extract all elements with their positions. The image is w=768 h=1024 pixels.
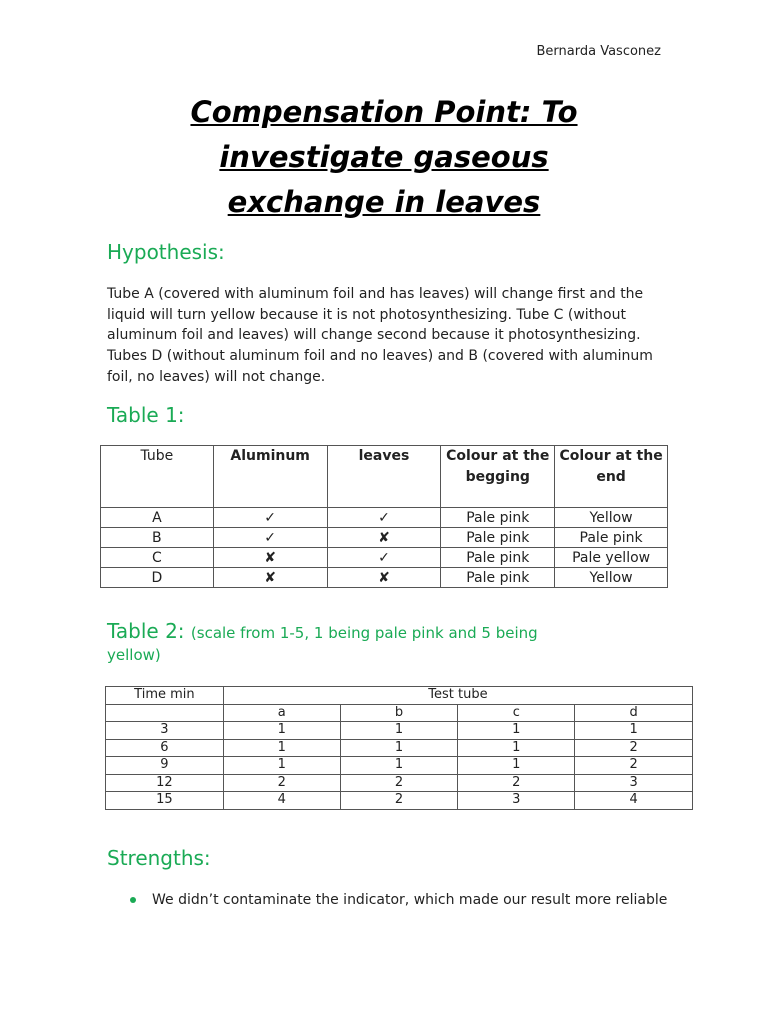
table1-row xyxy=(101,528,668,548)
table2-row xyxy=(106,774,693,792)
table1-cell: A xyxy=(101,508,214,528)
table2 xyxy=(105,686,693,810)
table2-cell: 2 xyxy=(575,757,693,775)
table2-row xyxy=(106,757,693,775)
table1-cell: ✓ xyxy=(213,528,327,548)
table2-subheader: b xyxy=(340,704,458,722)
table2-cell: 1 xyxy=(340,722,458,740)
table1-cell: Pale pink xyxy=(441,508,555,528)
table1-row xyxy=(101,508,668,528)
table1-cell: ✘ xyxy=(213,568,327,588)
table1-cell: Pale pink xyxy=(441,568,555,588)
table2-heading-label: Table 2: xyxy=(107,619,185,643)
table1-cell: C xyxy=(101,548,214,568)
table2-cell: 1 xyxy=(575,722,693,740)
table1-cell: ✘ xyxy=(213,548,327,568)
bullet-dot xyxy=(130,890,139,899)
table2-cell: 1 xyxy=(223,739,340,757)
table2-header-time: Time min xyxy=(106,687,224,705)
table2-cell: 1 xyxy=(223,757,340,775)
author-name: Bernarda Vasconez xyxy=(536,44,661,59)
table2-scale-note: (scale from 1-5, 1 being pale pink and 5 being xyxy=(190,624,538,642)
table2-header-row xyxy=(106,687,693,705)
table1-cell: D xyxy=(101,568,214,588)
table2-subheader-row xyxy=(106,704,693,722)
table1-cell: B xyxy=(101,528,214,548)
table2-cell: 1 xyxy=(458,722,575,740)
table1-header: Colour at the begging xyxy=(441,446,555,508)
table2-heading xyxy=(107,619,538,664)
table2-cell: 1 xyxy=(340,739,458,757)
table2-cell: 15 xyxy=(106,792,224,810)
hypothesis-text: Tube A (covered with aluminum foil and has leaves) will change first and the liquid will turn yellow because it is not photosynthesizing. Tube C (without aluminum foil and leaves) will change second because it photosynthesizing. Tubes D (without aluminum foil and no leaves) and B (covered with aluminum foil, no leaves) will not change. xyxy=(107,286,653,385)
table2-cell: 9 xyxy=(106,757,224,775)
strengths-heading: Strengths: xyxy=(107,846,211,870)
table2-cell: 6 xyxy=(106,739,224,757)
table1-header: Tube xyxy=(101,446,214,508)
table2-scale-note-cont: yellow) xyxy=(107,646,161,664)
hypothesis-heading: Hypothesis: xyxy=(107,240,225,264)
table1-header: Aluminum xyxy=(213,446,327,508)
table1-row xyxy=(101,568,668,588)
table2-cell: 3 xyxy=(458,792,575,810)
table1-cell: Yellow xyxy=(555,508,668,528)
table1-header: Colour at the end xyxy=(555,446,668,508)
table1-row xyxy=(101,548,668,568)
table1-cell: ✘ xyxy=(327,528,441,548)
table2-header-group: Test tube xyxy=(223,687,692,705)
table2-cell: 3 xyxy=(106,722,224,740)
table2-cell: 12 xyxy=(106,774,224,792)
table2-row xyxy=(106,722,693,740)
title-line: exchange in leaves xyxy=(227,185,541,219)
table1-cell: ✓ xyxy=(327,508,441,528)
table1-cell: ✘ xyxy=(327,568,441,588)
table1-cell: ✓ xyxy=(327,548,441,568)
table1-cell: Pale yellow xyxy=(555,548,668,568)
table2-subheader: d xyxy=(575,704,693,722)
table2-cell: 4 xyxy=(223,792,340,810)
title-line: investigate gaseous xyxy=(219,140,549,174)
table2-cell: 3 xyxy=(575,774,693,792)
title-line: Compensation Point: To xyxy=(190,95,578,129)
table2-subheader: a xyxy=(223,704,340,722)
table1-header-row xyxy=(101,446,668,508)
document-title xyxy=(0,90,768,225)
table2-cell: 4 xyxy=(575,792,693,810)
strengths-item: We didn’t contaminate the indicator, which made our result more reliable xyxy=(152,892,668,908)
table2-cell: 1 xyxy=(340,757,458,775)
table2-cell: 2 xyxy=(340,792,458,810)
table2-cell: 2 xyxy=(340,774,458,792)
table2-cell: 2 xyxy=(575,739,693,757)
table2-row xyxy=(106,792,693,810)
table2-subheader-empty xyxy=(106,704,224,722)
table2-cell: 1 xyxy=(458,739,575,757)
table1-header: leaves xyxy=(327,446,441,508)
table1-cell: ✓ xyxy=(213,508,327,528)
table1-cell: Yellow xyxy=(555,568,668,588)
table2-cell: 1 xyxy=(223,722,340,740)
table2-cell: 2 xyxy=(458,774,575,792)
table1-cell: Pale pink xyxy=(441,528,555,548)
table2-row xyxy=(106,739,693,757)
table1 xyxy=(100,445,668,588)
table1-cell: Pale pink xyxy=(555,528,668,548)
table2-cell: 1 xyxy=(458,757,575,775)
table2-cell: 2 xyxy=(223,774,340,792)
table2-subheader: c xyxy=(458,704,575,722)
table1-cell: Pale pink xyxy=(441,548,555,568)
table1-heading: Table 1: xyxy=(107,403,185,427)
